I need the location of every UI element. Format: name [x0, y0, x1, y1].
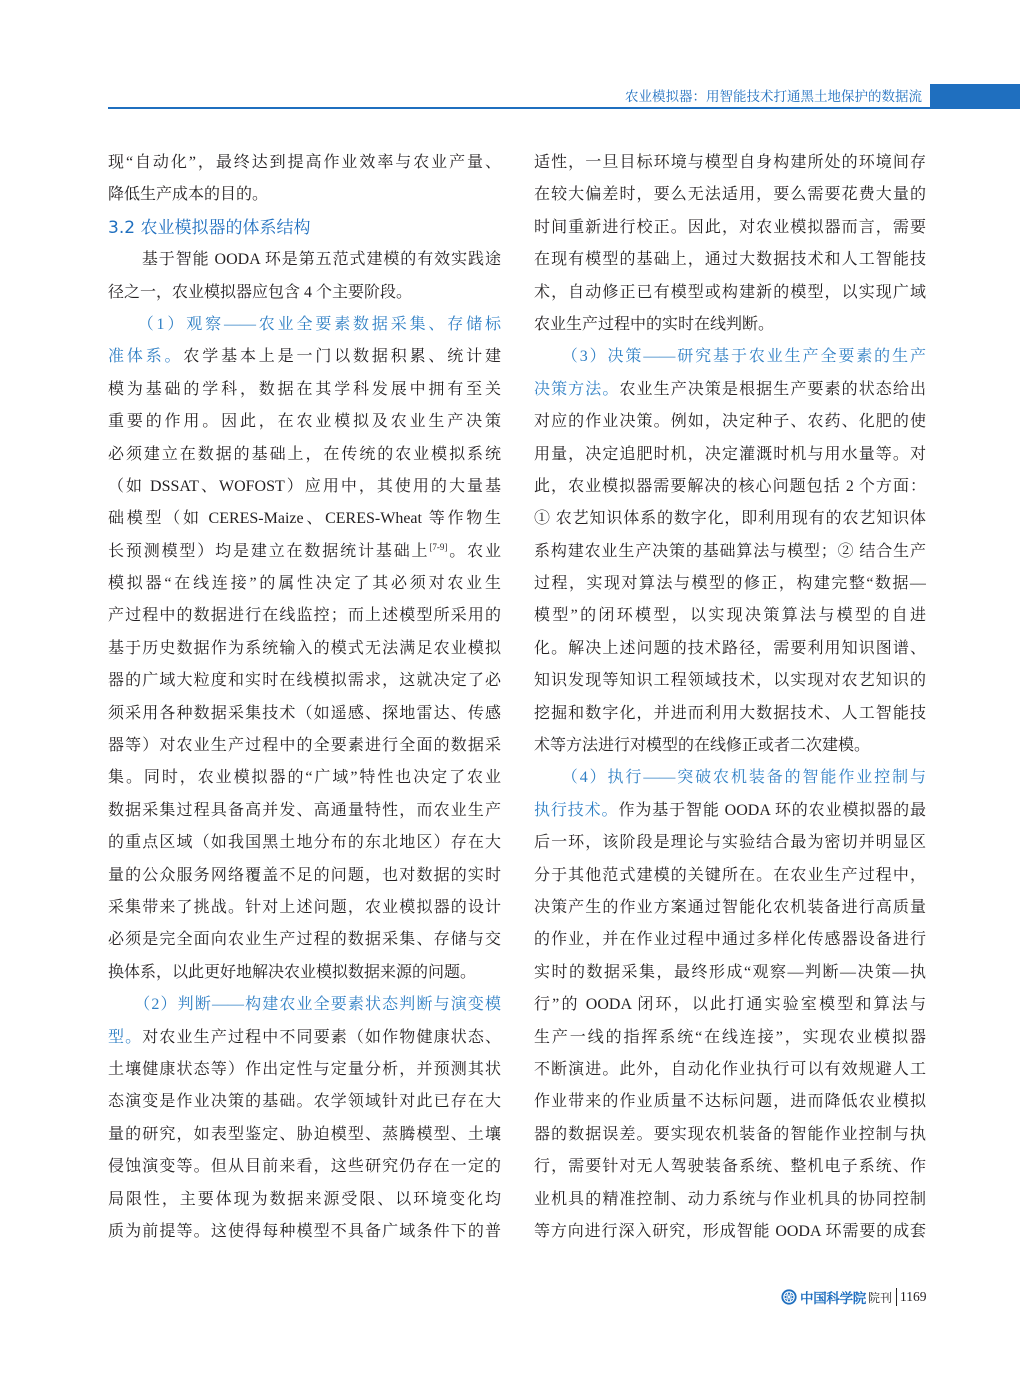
- text-line: 径之一，农业模拟器应包含 4 个主要阶段。: [108, 283, 413, 301]
- step-title-text: 决策方法。: [534, 380, 620, 398]
- text-line: 必须建立在数据的基础上，在传统的农业模拟系统: [108, 445, 501, 463]
- text-line: 侵蚀演变等。但从目前来看，这些研究仍存在一定的: [108, 1158, 501, 1176]
- step-title-text: （4）执行——突破农机装备的智能作业控制与: [534, 769, 926, 787]
- text-line: 础模型（如 CERES-Maize、CERES-Wheat 等作物生: [108, 510, 501, 528]
- text-segment: 农学基本上是一门以数据积累、统计建: [183, 348, 501, 366]
- text-line: 实时的数据采集，最终形成“观察—判断—决策—执: [534, 963, 926, 981]
- step-title-text: （1）观察——农业全要素数据采集、存储标: [108, 315, 501, 333]
- step-title-text: 执行技术。: [534, 801, 619, 819]
- text-line: 系构建农业生产决策的基础算法与模型；② 结合生产: [534, 542, 926, 560]
- text-line: 现“自动化”，最终达到提高作业效率与农业产量、: [108, 154, 501, 171]
- text-line: 采集带来了挑战。针对上述问题，农业模拟器的设计: [108, 898, 501, 916]
- text-line: 须采用各种数据采集技术（如遥感、探地雷达、传感: [108, 704, 501, 722]
- text-line: 态演变是作业决策的基础。农学领域针对此已存在大: [108, 1093, 501, 1111]
- cas-logo-icon: [781, 1289, 797, 1305]
- text-segment: 对农业生产过程中不同要素（如作物健康状态、: [142, 1028, 501, 1046]
- text-line: 农业生产过程中的实时在线判断。: [534, 315, 775, 333]
- page-footer: [781, 1287, 927, 1307]
- paragraph: [534, 762, 926, 1248]
- paragraph: [108, 989, 501, 1248]
- text-line: [534, 795, 926, 827]
- paragraph: [108, 309, 501, 989]
- text-line: 降低生产成本的目的。: [108, 186, 269, 204]
- footer-divider: [896, 1288, 897, 1306]
- step-title-text: 准体系。: [108, 348, 184, 366]
- text-line: 模型”的闭环模型，以实现决策算法与模型的自进: [534, 607, 926, 625]
- text-line: 行，需要针对无人驾驶装备系统、整机电子系统、作: [534, 1158, 926, 1176]
- publisher-logo-text: 中国科学院: [800, 1291, 866, 1307]
- text-line: 行”的 OODA 闭环，以此打通实验室模型和算法与: [534, 996, 926, 1014]
- text-line: 基于智能 OODA 环是第五范式建模的有效实践途: [108, 251, 501, 269]
- step-title-text: （2）判断——构建农业全要素状态判断与演变模: [108, 996, 501, 1014]
- text-line: [534, 341, 926, 373]
- text-line: 在现有模型的基础上，通过大数据技术和人工智能技: [534, 251, 926, 269]
- text-line: 必须是完全面向农业生产过程的数据采集、存储与交: [108, 931, 501, 949]
- citation-superscript: [7-9]: [429, 541, 448, 552]
- text-line: 的重点区域（如我国黑土地分布的东北地区）存在大: [108, 834, 501, 852]
- text-line: [108, 341, 501, 373]
- text-line: 数据采集过程具备高并发、高通量特性，而农业生产: [108, 801, 501, 819]
- text-line: 决策产生的作业方案通过智能化农机装备进行高质量: [534, 898, 926, 916]
- text-line: 分于其他范式建模的关键所在。在农业生产过程中，: [534, 866, 926, 884]
- text-line: 对应的作业决策。例如，决定种子、农药、化肥的使: [534, 413, 926, 431]
- text-line: ① 农艺知识体系的数字化，即利用现有的农艺知识体: [534, 510, 926, 528]
- text-line: 土壤健康状态等）作出定性与定量分析，并预测其状: [108, 1060, 501, 1078]
- text-line: 基于历史数据作为系统输入的模式无法满足农业模拟: [108, 639, 501, 657]
- text-line: 等方向进行深入研究，形成智能 OODA 环需要的成套: [534, 1222, 926, 1240]
- text-line: [108, 309, 501, 341]
- text-line: 模为基础的学科，数据在其学科发展中拥有至关: [108, 380, 501, 398]
- text-line: [108, 989, 501, 1021]
- text-line: 后一环，该阶段是理论与实验结合最为密切并明显区: [534, 834, 926, 852]
- step-title-text: （3）决策——研究基于农业生产全要素的生产: [534, 348, 926, 366]
- text-line: 用量，决定追肥时机，决定灌溉时机与用水量等。对: [534, 445, 926, 463]
- text-line: 术，自动修正已有模型或构建新的模型，以实现广域: [534, 283, 926, 301]
- text-line: 器的广域大粒度和实时在线模拟需求，这就决定了必: [108, 672, 501, 690]
- text-line: 集。同时，农业模拟器的“广域”特性也决定了农业: [108, 769, 501, 787]
- text-line: 模拟器“在线连接”的属性决定了其必须对农业生: [108, 575, 501, 593]
- text-line: 作业带来的作业质量不达标问题，进而降低农业模拟: [534, 1093, 926, 1111]
- text-line: 时间重新进行校正。因此，对农业模拟器而言，需要: [534, 218, 926, 236]
- header-accent-block: [930, 84, 1020, 109]
- text-line: 挖掘和数字化，并进而利用大数据技术、人工智能技: [534, 704, 926, 722]
- text-segment: 农业生产决策是根据生产要素的状态给出: [619, 380, 926, 398]
- text-line: 的作业，并在作业过程中通过多样化传感器设备进行: [534, 931, 926, 949]
- text-line: 过程，实现对算法与模型的修正，构建完整“数据—: [534, 575, 926, 593]
- text-line: 化。解决上述问题的技术路径，需要利用知识图谱、: [534, 639, 926, 657]
- paragraph: [534, 147, 926, 341]
- text-line: 生产一线的指挥系统“在线连接”，实现农业模拟器: [534, 1028, 926, 1046]
- text-segment: 作为基于智能 OODA 环的农业模拟器的最: [618, 801, 926, 819]
- text-line: 质为前提等。这使得每种模型不具备广域条件下的普: [108, 1222, 501, 1240]
- text-line: 重要的作用。因此，在农业模拟及农业生产决策: [108, 413, 501, 431]
- text-line: 业机具的精准控制、动力系统与作业机具的协同控制: [534, 1190, 926, 1208]
- left-column: [108, 147, 501, 1248]
- text-line: [108, 1022, 501, 1054]
- text-line: 知识发现等知识工程领域技术，以实现对农艺知识的: [534, 672, 926, 690]
- running-title: 农业模拟器：用智能技术打通黑土地保护的数据流: [625, 89, 922, 105]
- text-line: 量的研究，如表型鉴定、胁迫模型、蒸腾模型、土壤: [108, 1125, 501, 1143]
- paragraph: [534, 341, 926, 762]
- text-line: 在较大偏差时，要么无法适用，要么需要花费大量的: [534, 186, 926, 204]
- text-line: 器的数据误差。要实现农机装备的智能作业控制与执: [534, 1125, 926, 1143]
- text-line: [108, 536, 501, 568]
- text-line: 器等）对农业生产过程中的全要素进行全面的数据采: [108, 737, 501, 755]
- text-segment: 。农业: [447, 542, 501, 560]
- text-segment: 长预测模型）均是建立在数据统计基础上: [108, 542, 430, 560]
- text-line: （如 DSSAT、WOFOST）应用中，其使用的大量基: [108, 477, 501, 495]
- text-line: 量的公众服务网络覆盖不足的问题，也对数据的实时: [108, 866, 501, 884]
- text-line: 换体系，以此更好地解决农业模拟数据来源的问题。: [108, 963, 477, 981]
- text-line: [534, 374, 926, 406]
- step-title-text: 型。: [108, 1028, 143, 1046]
- header-rule: [108, 107, 930, 109]
- journal-suffix: 院刊: [868, 1290, 893, 1305]
- text-line: 不断演进。此外，自动化作业执行可以有效规避人工: [534, 1060, 926, 1078]
- text-line: 适性，一旦目标环境与模型自身构建所处的环境间存: [534, 154, 926, 171]
- text-line: 产过程中的数据进行在线监控；而上述模型所采用的: [108, 607, 501, 625]
- paragraph: [108, 244, 501, 309]
- page-number: 1169: [900, 1289, 927, 1304]
- text-line: [534, 762, 926, 794]
- text-line: 局限性，主要体现为数据来源受限、以环境变化均: [108, 1190, 501, 1208]
- paragraph: [108, 147, 501, 212]
- text-line: 术等方法进行对模型的在线修正或者二次建模。: [534, 737, 871, 755]
- section-heading: [108, 212, 501, 244]
- text-line: 3.2 农业模拟器的体系结构: [108, 217, 311, 238]
- text-line: 此，农业模拟器需要解决的核心问题包括 2 个方面：: [534, 477, 926, 495]
- right-column: [534, 147, 926, 1248]
